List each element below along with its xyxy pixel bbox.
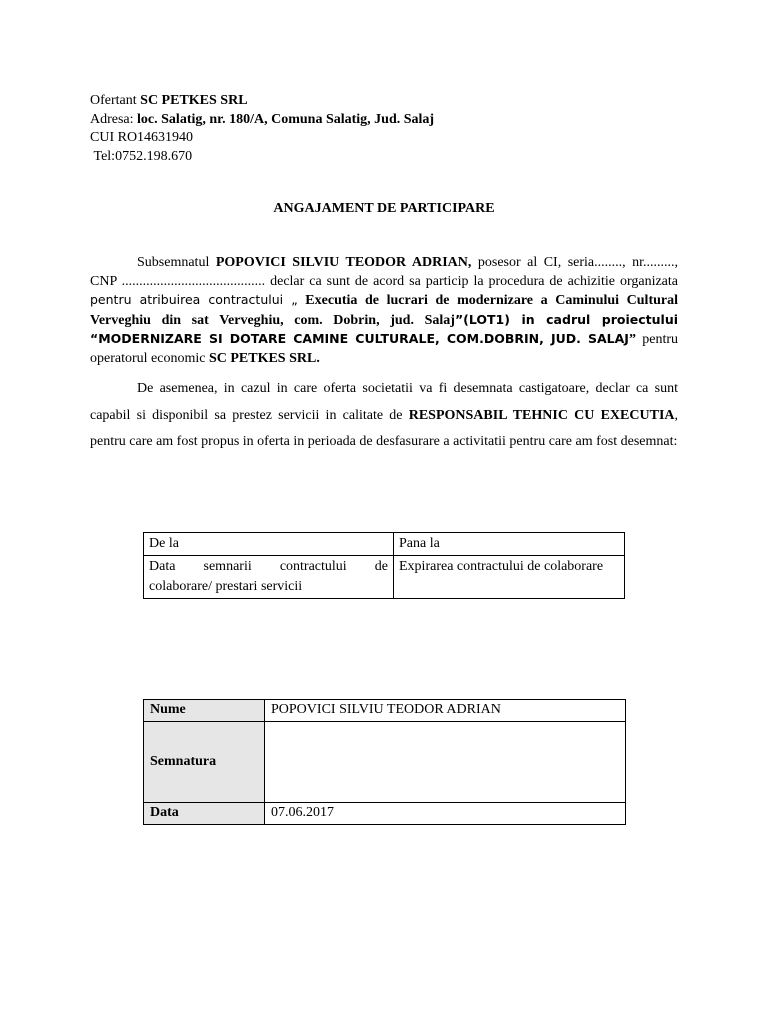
address-label: Adresa: bbox=[90, 111, 134, 127]
cui-line: CUI RO14631940 bbox=[90, 130, 194, 145]
period-from-line-2: colaborare/ prestari servicii bbox=[149, 579, 303, 594]
signatory-name: POPOVICI SILVIU TEODOR ADRIAN, bbox=[215, 255, 472, 270]
header-from: De la bbox=[144, 533, 394, 556]
period-table bbox=[143, 532, 625, 599]
para1-text-1: Subsemnatul bbox=[137, 255, 216, 270]
para2-text-1: De asemenea, in cazul in care oferta societatii va fi desemnata castigatoare, declar ca sunt capabil si disponibil sa prestez servicii in calitate de bbox=[90, 381, 678, 423]
document-title: ANGAJAMENT DE PARTICIPARE bbox=[273, 201, 495, 216]
para1-text-2: posesor al CI, seria........, nr........., CNP ......................................... declar ca sunt de acord sa particip la procedura de achizitie organizata bbox=[90, 255, 678, 289]
contract-title: Executia de lucrari de modernizare a Caminului Cultural Verveghiu din sat Verveghiu, com. Dobrin, jud. Salaj bbox=[90, 293, 678, 328]
role-title: RESPONSABIL TEHNIC CU EXECUTIA bbox=[408, 407, 675, 423]
date-label: Data bbox=[144, 803, 265, 825]
period-from-line-1: Data semnarii contractului de bbox=[149, 559, 388, 574]
header-to: Pana la bbox=[394, 533, 625, 556]
name-label: Nume bbox=[144, 700, 265, 722]
date-value: 07.06.2017 bbox=[265, 803, 626, 825]
offerer-name: SC PETKES SRL bbox=[140, 93, 248, 108]
signature-label: Semnatura bbox=[144, 722, 265, 803]
table-row bbox=[144, 722, 626, 803]
period-from bbox=[144, 556, 394, 599]
para1-text-3: pentru atribuirea contractului „ bbox=[90, 292, 298, 307]
tel-value: Tel:0752.198.670 bbox=[93, 148, 193, 164]
para1-quote-close: ” bbox=[628, 332, 636, 347]
para1-text-4: pentru operatorul economic bbox=[90, 332, 678, 366]
table-row bbox=[144, 700, 626, 722]
para2-text-2: , pentru care am fost propus in oferta in perioada de desfasurare a activitatii pentru care am fost desemnat: bbox=[90, 407, 678, 449]
offerer-header bbox=[90, 92, 434, 166]
signature-table bbox=[143, 699, 626, 825]
name-value: POPOVICI SILVIU TEODOR ADRIAN bbox=[265, 700, 626, 722]
table-row bbox=[144, 803, 626, 825]
address-line bbox=[90, 111, 434, 130]
tel-line bbox=[90, 148, 434, 167]
role-paragraph bbox=[90, 376, 678, 456]
address-value: loc. Salatig, nr. 180/A, Comuna Salatig, Jud. Salaj bbox=[137, 111, 435, 127]
offerer-line bbox=[90, 92, 434, 111]
company-name: SC PETKES SRL. bbox=[208, 350, 320, 366]
period-to: Expirarea contractului de colaborare bbox=[394, 556, 625, 599]
offerer-label: Ofertant bbox=[90, 93, 137, 108]
project-title: ”(LOT1) in cadrul proiectului “MODERNIZARE SI DOTARE CAMINE CULTURALE, COM.DOBRIN, JUD. SALAJ bbox=[90, 311, 678, 346]
signature-field bbox=[265, 722, 626, 803]
table-row bbox=[144, 556, 625, 599]
commitment-paragraph bbox=[90, 254, 678, 368]
table-row bbox=[144, 533, 625, 556]
